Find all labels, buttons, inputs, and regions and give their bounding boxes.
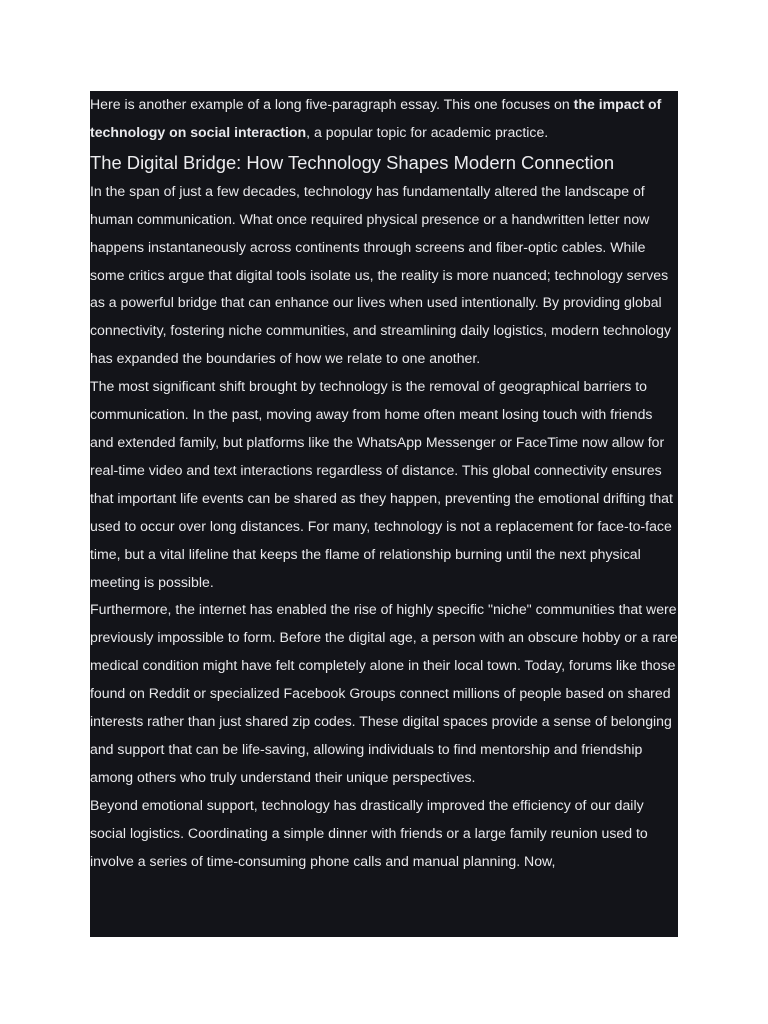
intro-paragraph — [90, 91, 678, 147]
intro-text-before: Here is another example of a long five-paragraph essay. This one focuses on — [90, 96, 574, 112]
intro-text-after: , a popular topic for academic practice. — [306, 123, 549, 140]
essay-paragraph-3: Furthermore, the internet has enabled the rise of highly specific "niche" communities that were previously impossible to form. Before the digital age, a person with an obscure hobby or a rare medical condition might have felt completely alone in their local town. Today, forums like those found on Reddit or specialized Facebook Groups connect millions of people based on shared interests rather than just shared zip codes. These digital spaces provide a sense of belonging and support that can be life-saving, allowing individuals to find mentorship and friendship among others who truly understand their unique perspectives. — [90, 601, 678, 785]
essay-title: The Digital Bridge: How Technology Shapes Modern Connection — [90, 151, 615, 173]
essay-document — [90, 91, 678, 937]
essay-paragraph-1: In the span of just a few decades, technology has fundamentally altered the landscape of human communication. What once required physical presence or a handwritten letter now happens instantaneously across continents through screens and fiber-optic cables. While some critics argue that digital tools isolate us, the reality is more nuanced; technology serves as a powerful bridge that can enhance our lives when used intentionally. By providing global connectivity, fostering niche communities, and streamlining daily logistics, modern technology has expanded the boundaries of how we relate to one another. — [90, 182, 671, 367]
intro-emphasis: the impact of technology on social interaction — [90, 96, 662, 140]
essay-paragraph-2: The most significant shift brought by technology is the removal of geographical barriers to communication. In the past, moving away from home often meant losing touch with friends and extended family, but platforms like the WhatsApp Messenger or FaceTime now allow for real-time video and text interactions regardless of distance. This global connectivity ensures that important life events can be shared as they happen, preventing the emotional drifting that used to occur over long distances. For many, technology is not a replacement for face-to-face time, but a vital lifeline that keeps the flame of relationship burning until the next physical meeting is possible. — [90, 378, 673, 590]
essay-paragraph-4: Beyond emotional support, technology has drastically improved the efficiency of our daily social logistics. Coordinating a simple dinner with friends or a large family reunion used to involve a series of time-consuming phone calls and manual planning. Now, — [90, 796, 648, 869]
